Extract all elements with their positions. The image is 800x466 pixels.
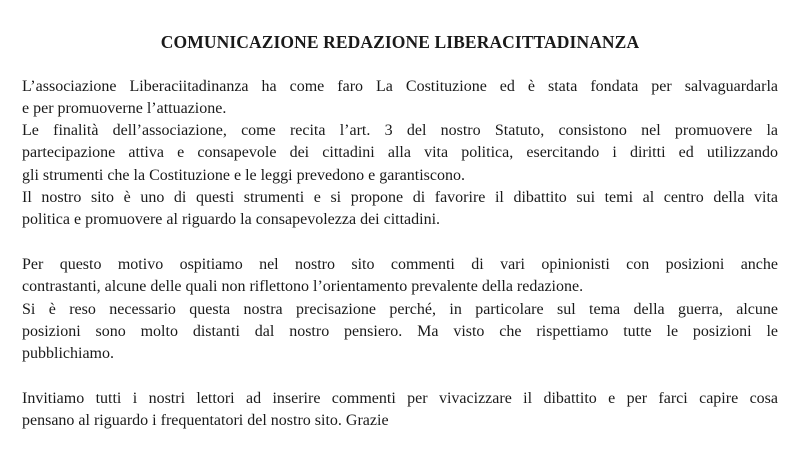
text-line: Il nostro sito è uno di questi strumenti e si propone di favorire il dibattito sui temi al centro della vita [22, 189, 778, 207]
text-line: posizioni sono molto distanti dal nostro pensiero. Ma visto che rispettiamo tutte le posizioni le [22, 322, 778, 340]
text-line: Si è reso necessario questa nostra precisazione perché, in particolare sul tema della guerra, alcune [22, 300, 778, 318]
text-line: pensano al riguardo i frequentatori del nostro sito. Grazie [22, 412, 389, 430]
text-line: contrastanti, alcune delle quali non riflettono l’orientamento prevalente della redazione. [22, 278, 584, 296]
text-line: e per promuoverne l’attuazione. [22, 99, 227, 117]
document-title: COMUNICAZIONE REDAZIONE LIBERACITTADINANZA [160, 32, 640, 52]
paragraph-association-intro [22, 76, 778, 232]
text-line: politica e promuovere al riguardo la consapevolezza dei cittadini. [22, 211, 441, 229]
text-line: L’associazione Liberaciitadinanza ha come faro La Costituzione ed è stata fondata per salvaguardarla [22, 77, 778, 95]
text-line: Le finalità dell’associazione, come recita l’art. 3 del nostro Statuto, consistono nel promuovere la [22, 122, 778, 140]
paragraph-reader-invitation [22, 388, 778, 433]
text-line: pubblichiamo. [22, 345, 114, 363]
text-line: Per questo motivo ospitiamo nel nostro sito commenti di vari opinionisti con posizioni anche [22, 255, 778, 273]
paragraph-editorial-position [22, 254, 778, 365]
text-line: partecipazione attiva e consapevole dei cittadini alla vita politica, esercitando i diritti ed utilizzando [22, 144, 778, 162]
text-line: gli strumenti che la Costituzione e le leggi prevedono e garantiscono. [22, 166, 465, 184]
text-line: Invitiamo tutti i nostri lettori ad inserire commenti per vivacizzare il dibattito e per farci capire cosa [22, 389, 778, 407]
